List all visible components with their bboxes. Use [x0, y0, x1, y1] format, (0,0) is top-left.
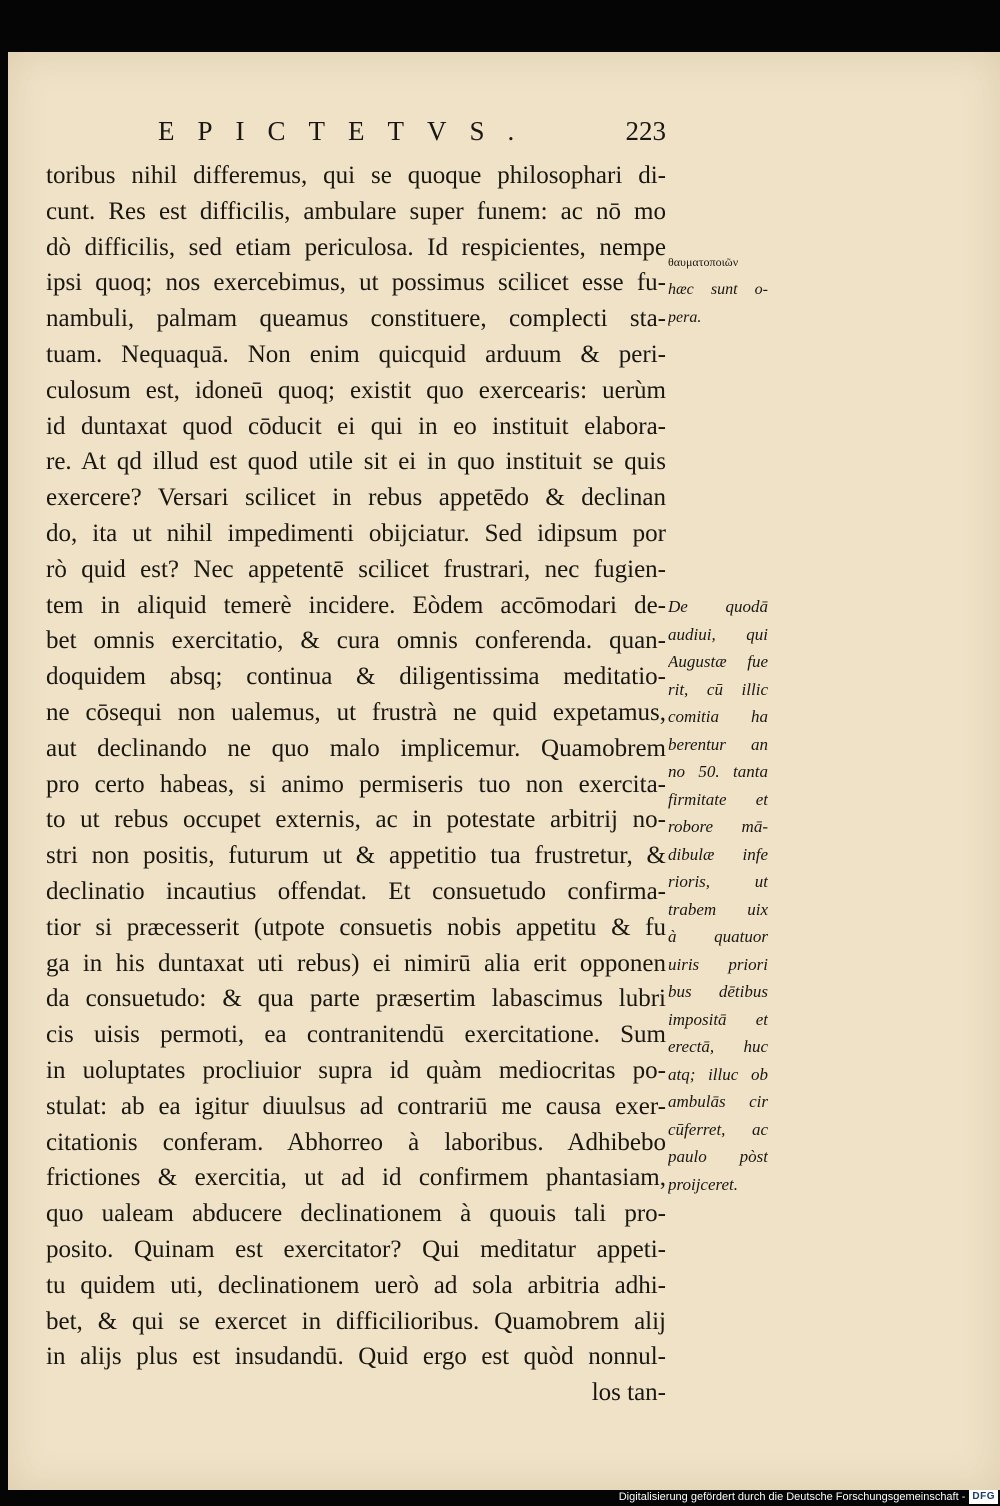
text-line: ga in his duntaxat uti rebus) ei nimirū alia erit opponen: [46, 949, 666, 977]
margin-note-line: berentur an: [668, 734, 768, 754]
main-text-block: [46, 158, 666, 1411]
margin-note-line: rit, cū illic: [668, 679, 768, 699]
margin-note-line: firmitate et: [668, 789, 768, 809]
text-line: tuam. Nequaquā. Non enim quicquid arduum & peri-: [46, 340, 666, 368]
text-line: declinatio incautius offendat. Et consuetudo confirma-: [46, 877, 666, 905]
page-number: 223: [625, 116, 666, 146]
margin-note-line: no 50. tanta: [668, 762, 768, 781]
text-line: pro certo habeas, si animo permiseris tuo non exercita-: [46, 770, 666, 798]
margin-note-line: impositā et: [668, 1009, 768, 1029]
text-line: id duntaxat quod cōducit ei qui in eo instituit elabora-: [46, 412, 666, 440]
margin-note-line: pera.: [668, 309, 702, 326]
margin-note-greek: [668, 248, 768, 332]
margin-note-line: dibulæ infe: [668, 844, 768, 864]
margin-note-line: θαυματοποιῶν: [668, 255, 739, 269]
running-title: EPICTETVS.: [158, 116, 538, 146]
text-line: bet omnis exercitatio, & cura omnis conferenda. quan-: [46, 627, 666, 655]
margin-note-line: à quatuor: [668, 927, 768, 946]
dfg-logo: DFG: [969, 1490, 998, 1504]
text-line: da consuetudo: & qua parte præsertim labascimus lubri: [46, 985, 666, 1013]
margin-note-line: rioris, ut: [668, 872, 768, 891]
text-line: tu quidem uti, declinationem uerò ad sola arbitria adhi-: [46, 1271, 666, 1299]
text-line: rò quid est? Nec appetentē scilicet frustrari, nec fugien-: [46, 555, 666, 583]
text-line: frictiones & exercitia, ut ad id confirmem phantasiam,: [46, 1164, 666, 1192]
text-line: re. At qd illud est quod utile sit ei in quo instituit se quis: [46, 448, 666, 476]
text-line: stri non positis, futurum ut & appetitio tua frustretur, &: [46, 842, 666, 870]
text-line: bet, & qui se exercet in difficilioribus. Quamobrem alij: [46, 1307, 666, 1335]
text-line: stulat: ab ea igitur diuulsus ad contrariū me causa exer-: [46, 1092, 666, 1120]
margin-note-line: bus dētibus: [668, 982, 768, 1001]
text-line: nambuli, palmam queamus constituere, complecti sta-: [46, 305, 666, 333]
text-line: cunt. Res est difficilis, ambulare super funem: ac nō mo: [46, 197, 666, 225]
text-line: culosum est, idoneū quoq; existit quo exercearis: uerùm: [46, 376, 666, 404]
margin-note-line: Augustæ fue: [668, 652, 768, 671]
digitization-footer: [619, 1488, 1000, 1506]
funding-credit: Digitalisierung gefördert durch die Deutsche Forschungsgemeinschaft -: [618, 1491, 966, 1503]
margin-note-line: comitia ha: [668, 707, 768, 726]
text-line: ipsi quoq; nos exercebimus, ut possimus scilicet esse fu-: [46, 269, 666, 297]
page-header: [130, 116, 666, 150]
text-line: doquidem absq; continua & diligentissima meditatio-: [46, 663, 666, 691]
text-line: do, ita ut nihil impedimenti obijciatur. Sed idipsum por: [46, 519, 666, 547]
text-line: tem in aliquid temerè incidere. Eòdem accōmodari de-: [46, 591, 666, 619]
text-line: los tan-: [591, 1379, 666, 1407]
margin-note-line: paulo pòst: [668, 1147, 768, 1166]
margin-note-line: proijceret.: [668, 1174, 739, 1194]
text-line: in alijs plus est insudandū. Quid ergo est quòd nonnul-: [46, 1343, 666, 1371]
margin-note-line: hæc sunt o-: [668, 281, 768, 298]
margin-note-line: uiris priori: [668, 954, 768, 974]
text-line: cis uisis permoti, ea contranitendū exercitatione. Sum: [46, 1021, 666, 1049]
text-line: posito. Quinam est exercitator? Qui meditatur appeti-: [46, 1235, 666, 1263]
text-line: exercere? Versari scilicet in rebus appetēdo & declinan: [46, 484, 666, 512]
margin-note-line: audiui, qui: [668, 624, 768, 644]
margin-note-line: atq; illuc ob: [668, 1064, 768, 1084]
margin-note-line: De quodā: [668, 597, 768, 616]
text-line: aut declinando ne quo malo implicemur. Quamobrem: [46, 734, 666, 762]
margin-note-line: robore mā-: [668, 817, 768, 836]
margin-note-line: ambulās cir: [668, 1092, 768, 1111]
text-line: to ut rebus occupet externis, ac in potestate arbitrij no-: [46, 806, 666, 834]
text-line: dò difficilis, sed etiam periculosa. Id respicientes, nempe: [46, 233, 666, 261]
text-line: in uoluptates procliuior supra id quàm mediocritas po-: [46, 1056, 666, 1084]
text-line: toribus nihil differemus, qui se quoque philosophari di-: [46, 162, 666, 189]
margin-note-line: cūferret, ac: [668, 1119, 768, 1139]
margin-note-anecdote: [668, 593, 768, 1198]
text-line: ne cōsequi non ualemus, ut frustrà ne quid expetamus,: [46, 698, 666, 726]
text-line: quo ualeam abducere declinationem à quouis tali pro-: [46, 1200, 666, 1228]
margin-note-line: trabem uix: [668, 899, 768, 919]
text-line: tior si præcesserit (utpote consuetis nobis appetitu & fu: [46, 913, 666, 941]
margin-note-line: erectā, huc: [668, 1037, 768, 1056]
text-line: citationis conferam. Abhorreo à laboribus. Adhibebo: [46, 1128, 666, 1156]
